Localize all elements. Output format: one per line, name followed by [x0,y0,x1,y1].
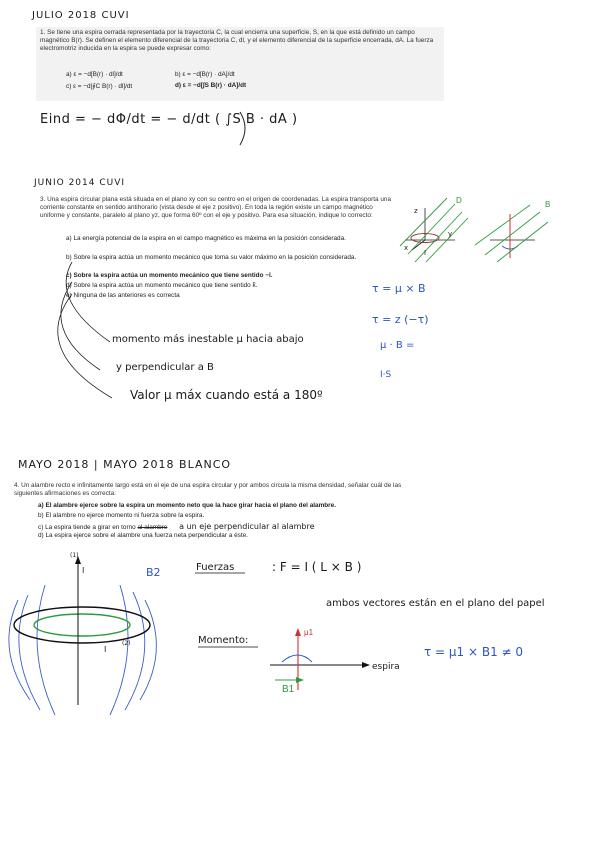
section3-fuerzas-equation: : F = I ( L × B ) [272,560,362,574]
fig3-b2-label: B2 [146,566,161,579]
fig2-D-label: D [456,196,462,205]
fig2-z-label: z [414,207,418,215]
fig2-y-label: y [448,230,453,238]
section3-option-b: b) El alambre no ejerce momento ni fuerza sobre la espira. [38,512,205,519]
section1-handwritten-equation: Eind = − dΦ/dt = − d/dt ( ∫S B · dA ) [40,112,298,127]
fig3-b1-label: B1 [282,684,295,695]
section2-problem-text: 3. Una espira circular plana está situada en el plano xy con su centro en el origen de coordenadas. La espira transporta una corriente constante en sentido antihorario (vista desde el eje z positivo). En toda la región existe un campo magnético uniforme y constante, paralelo al plano yz, que forma 60º con el eje y positivo. Para esa situación, indique lo correcto: [40,196,391,220]
section3-problem-text: 4. Un alambre recto e infinitamente largo está en el eje de una espira circular y por ambos circula la misma densidad, señalar cuál de las siguientes afirmaciones es correcta: [14,482,402,498]
section2-header: JUNIO 2014 CUVI [34,178,126,188]
section1-problem-text: 1. Se tiene una espira cerrada representada por la trayectoria C, la cual encierra una superficie, S, en la que está definido un campo magnético B(r). Se definen el elemento diferencial de la trayectoria C, dl, y el elemento diferencial de la superficie encerrada, dA. La fuerza electromotriz inducida en la espira se puede expresar como: [40,29,434,53]
section3-option-c-struck: al alambre [137,524,168,531]
section1-header: JULIO 2018 CUVI [32,10,130,21]
section1-option-a: a) ε = −d[B(r) · dl]/dt [66,71,123,78]
section2-option-c: c) Sobre la espira actúa un momento mecánico que tiene sentido −î. [66,272,273,279]
section2-option-a: a) La energía potencial de la espira en el campo magnético es máxima en la posición considerada. [66,235,346,242]
section3-fuerzas-note: ambos vectores están en el plano del papel [326,598,545,609]
fig2-current-label: I [424,249,427,257]
section2-eq-is: I·S [380,370,392,380]
section2-option-b: b) Sobre la espira actúa un momento mecánico que toma su valor máximo en la posición considerada. [66,254,357,261]
fig2-x-label: x [404,244,409,252]
section2-note-unstable: momento más inestable μ hacia abajo [112,334,304,345]
section3-fuerzas-label: Fuerzas [196,562,235,573]
section3-momento-equation: τ = μ1 × B1 ≠ 0 [424,645,524,659]
fig3-current-bottom: I [104,645,107,654]
section2-eq-torque-neg: τ = z (−τ) [372,313,429,326]
section2-note-perpendicular: y perpendicular a B [116,362,214,373]
section3-option-c-text: c) La espira tiende a girar en torno [38,524,136,531]
fig3-espira-label: espira [372,662,400,672]
section2-note-max: Valor μ máx cuando está a 180º [130,388,323,402]
section3-option-a: a) El alambre ejerce sobre la espira un momento neto que la hace girar hacia el plano del alambre. [38,502,336,509]
section3-option-d: d) La espira ejerce sobre el alambre una fuerza neta perpendicular a éste. [38,532,248,539]
section3-option-c-note: a un eje perpendicular al alambre [179,522,315,531]
section3-momento-label: Momento: [198,635,249,646]
fig2-B-label: B [545,200,551,209]
section1-option-c: c) ε = −d[∮C B(r) · dl]/dt [66,83,133,90]
section2-eq-mu-dot-b: μ · B = [380,340,415,351]
section3-header: MAYO 2018 | MAYO 2018 BLANCO [18,458,232,471]
fig3-label-2: (2) [122,640,131,647]
section2-eq-torque: τ = μ × B [372,282,426,295]
section2-option-d: d) Sobre la espira actúa un momento mecánico que tiene sentido k̂. [66,282,258,289]
fig3-mu1-label: μ1 [304,628,314,637]
fig3-label-1: (1) [70,552,79,559]
section1-option-b: b) ε = −d[B(r) · dA]/dt [175,71,235,78]
section1-option-d: d) ε = −d[∫S B(r) · dA]/dt [175,82,247,89]
section2-option-e: e) Ninguna de las anteriores es correcta [66,292,180,299]
fig3-current-top: I [82,566,85,575]
